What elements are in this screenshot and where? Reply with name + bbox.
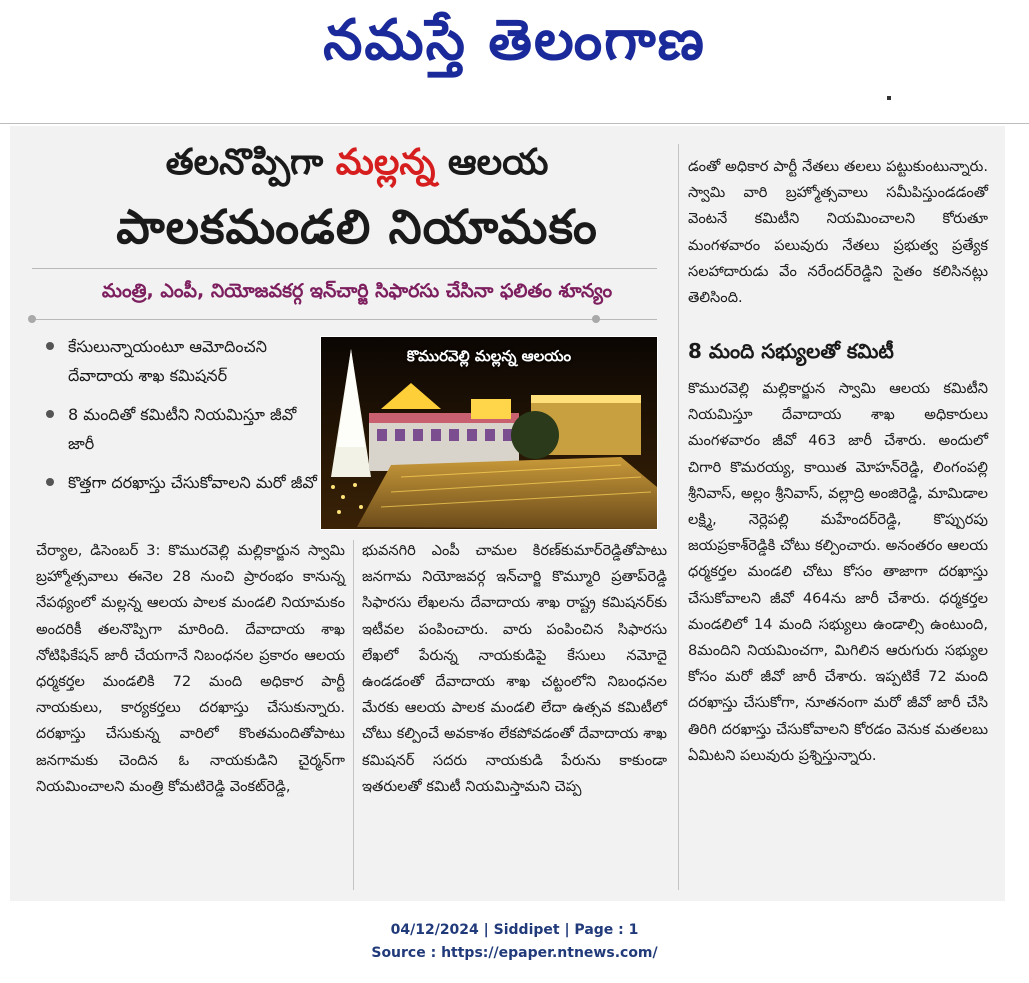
column-2-text: భువనగిరి ఎంపీ చామల కిరణ్‌కుమార్‌రెడ్డితోపాటు జనగామ నియోజవర్గ ఇన్‌చార్జి కొమ్మూరి ప్రతాప్‌రెడ్డి సిఫారసు లేఖలను దేవాదాయ శాఖ రాష్ట్ర కమిషనర్‌కు ఇటీవల పంపించారు. వారు పంపించిన సిఫారసు లేఖలో పేరున్న నాయకుడిపై కేసులు నమోదై ఉండడంతో దేవాదాయ శాఖ చట్టంలోని నిబంధనల మేరకు ఆలయ పాలక మండలి లేదా ఉత్సవ కమిటీలో చోటు కల్పించే అవకాశం లేకపోవడంతో దేవాదాయ శాఖ కమిషనర్ సదరు నాయకుడి పేరును కాకుండా ఇతరులతో కమిటీ నియమిస్తామని చెప్ప	[362, 542, 667, 795]
decorative-dot	[887, 96, 891, 100]
highlight-text: కొత్తగా దరఖాస్తు చేసుకోవాలని మరో జీవో	[68, 473, 317, 492]
highlight-text: 8 మందితో కమిటీని నియమిస్తూ జీవో జారీ	[68, 405, 297, 453]
article-column-3-top	[688, 154, 988, 311]
kicker-suffix: ఆలయ	[435, 142, 549, 183]
column-1-text: చేర్యాల, డిసెంబర్ 3: కొమురవెల్లి మల్లికార్జున స్వామి బ్రహ్మోత్సవాలు ఈనెల 28 నుంచి ప్రారంభం కానున్న నేపథ్యంలో మల్లన్న ఆలయ పాలక మండలి నియామకం అందరికీ తలనొప్పిగా మారింది. దేవాదాయ శాఖ నోటిఫికేషన్ జారీ చేయగానే నిబంధనల ప్రకారం ఆలయ ధర్మకర్తల మండలికి 72 మంది అధికార పార్టీ నాయకులు, కార్యకర్తలు దరఖాస్తు చేసుకున్నారు. దరఖాస్తు చేసుకున్న వారిలో కొంతమందితోపాటు జనగామకు చెందిన ఓ నాయకుడిని చైర్మన్‌గా నియమించాలని మంత్రి కోమటిరెడ్డి వెంకట్‌రెడ్డి,	[36, 542, 345, 795]
column-3-top-text: డంతో అధికార పార్టీ నేతలు తలలు పట్టుకుంటున్నారు. స్వామి వారి బ్రహ్మోత్సవాలు సమీపిస్తుండడంతో వెంటనే కమిటీని నియమించాలని కోరుతూ మంగళవారం పలువురు నేతలు ప్రభుత్వ ప్రత్యేక సలహాదారుడు వేం నరేందర్‌రెడ్డిని సైతం కలిసినట్లు తెలిసింది.	[688, 158, 988, 307]
column-3-bottom-text: కొమురవెల్లి మల్లికార్జున స్వామి ఆలయ కమిటీని నియమిస్తూ దేవాదాయ శాఖ అధికారులు మంగళవారం జీవో 463 జారీ చేశారు. అందులో చిగారి కొమరయ్య, కాయిత మోహన్‌రెడ్డి, లింగంపల్లి శ్రీనివాస్, అల్లం శ్రీనివాస్, వల్లాద్రి అంజిరెడ్డి, మామిడాల లక్ష్మి, నెర్లెపల్లి మహేందర్‌రెడ్డి, కొప్పురపు జయప్రకాశ్‌రెడ్డికి చోటు కల్పించారు. అనంతరం ఆలయ ధర్మకర్తల మండలి చోటు కోసం తాజాగా దరఖాస్తు చేసుకోవాలని జీవో 464ను జారీ చేశారు. ధర్మకర్తల మండలిలో 14 మంది సభ్యులు ఉండాల్సి ఉంటుంది, 8మందిని నియమించగా, మిగిలిన ఆరుగురు సభ్యుల కోసం మరో జీవో జారీ చేశారు. ఇప్పటికే 72 మంది దరఖాస్తు చేసుకోగా, నూతనంగా మరో జీవో జారీ చేసి తిరిగి దరఖాస్తు చేసుకోవాలని కోరడం వెనుక మతలబు ఏమిటని పలువురు ప్రశ్నిస్తున్నారు.	[688, 380, 988, 764]
source-link[interactable]: Source : https://epaper.ntnews.com/	[371, 945, 658, 961]
headline-kicker	[36, 139, 678, 187]
bullet-icon	[46, 478, 54, 486]
bullet-icon	[46, 342, 54, 350]
separator-dot	[592, 315, 600, 323]
newspaper-logo: నమస్తే తెలంగాణ	[323, 8, 706, 73]
photo-caption: కొమురవెల్లి మల్లన్న ఆలయం	[406, 347, 572, 365]
edition-info: 04/12/2024 | Siddipet | Page : 1	[390, 922, 639, 938]
article-column-1	[36, 538, 345, 800]
kicker-highlight: మల్లన్న	[335, 142, 436, 183]
column-divider	[678, 144, 679, 890]
highlight-item	[36, 400, 318, 458]
subheadline-separator	[32, 319, 657, 320]
bullet-icon	[46, 410, 54, 418]
masthead-rule	[0, 123, 1029, 124]
highlight-text: కేసులున్నాయంటూ ఆమోదించని దేవాదాయ శాఖ కమిషనర్	[68, 337, 267, 385]
highlight-item	[36, 332, 318, 390]
news-article	[10, 126, 1005, 901]
main-headline: పాలకమండలి నియామకం	[116, 200, 598, 255]
highlight-item	[36, 468, 318, 497]
section-title: 8 మంది సభ్యులతో కమిటీ	[688, 339, 894, 363]
temple-photo	[320, 336, 658, 530]
kicker-prefix: తలనొప్పిగా	[165, 142, 336, 183]
sub-headline: మంత్రి, ఎంపీ, నియోజవకర్గ ఇన్‌చార్జి సిఫారసు చేసినా ఫలితం శూన్యం	[101, 280, 613, 302]
highlights-list	[36, 332, 318, 507]
article-column-2	[362, 538, 667, 800]
separator-dot	[28, 315, 36, 323]
headline-separator	[32, 268, 657, 269]
masthead	[0, 0, 1029, 110]
article-column-3-bottom	[688, 376, 988, 769]
column-divider	[353, 540, 354, 890]
